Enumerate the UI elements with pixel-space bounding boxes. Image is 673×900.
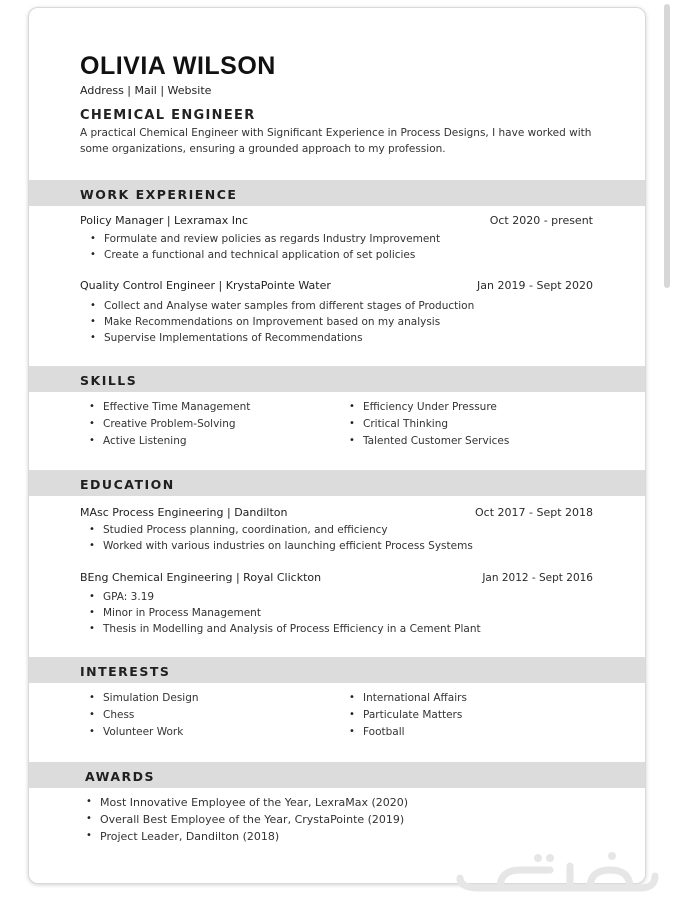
interest-item: • International Affairs: [339, 692, 467, 704]
interest-item: • Chess: [79, 709, 134, 721]
skill-item: • Effective Time Management: [79, 401, 250, 413]
interest-item: • Volunteer Work: [79, 726, 183, 738]
section-band-skills: [29, 366, 646, 392]
resume-page: [28, 7, 646, 884]
list-item: • Minor in Process Management: [79, 607, 261, 619]
list-item: • Collect and Analyse water samples from different stages of Production: [80, 300, 474, 312]
section-title-education: EDUCATION: [80, 477, 175, 492]
education-title-masc: MAsc Process Engineering | Dandilton: [80, 506, 288, 519]
list-item: • Supervise Implementations of Recommendations: [80, 332, 363, 344]
section-band-work: [29, 180, 646, 206]
job-date-policy-manager: Oct 2020 - present: [489, 214, 593, 227]
job-title: CHEMICAL ENGINEER: [80, 108, 256, 123]
education-date-masc: Oct 2017 - Sept 2018: [474, 506, 593, 519]
interest-item: • Football: [339, 726, 405, 738]
job-date-quality-control: Jan 2019 - Sept 2020: [477, 279, 593, 292]
list-item: • Thesis in Modelling and Analysis of Process Efficiency in a Cement Plant: [79, 623, 481, 635]
watermark-text: حراج: [544, 890, 566, 900]
section-title-awards: AWARDS: [85, 769, 156, 784]
profile-summary: A practical Chemical Engineer with Significant Experience in Process Designs, I have worked with some organizations, ensuring a grounded approach to my profession.: [80, 127, 592, 155]
job-title-quality-control: Quality Control Engineer | KrystaPointe Water: [80, 279, 331, 292]
interest-item: • Particulate Matters: [339, 709, 462, 721]
section-title-work: WORK EXPERIENCE: [80, 187, 238, 202]
list-item: • Make Recommendations on Improvement based on my analysis: [80, 316, 440, 328]
list-item: • Worked with various industries on launching efficient Process Systems: [79, 540, 473, 552]
award-item: • Most Innovative Employee of the Year, LexraMax (2020): [76, 796, 408, 809]
education-title-beng: BEng Chemical Engineering | Royal Clickton: [80, 571, 322, 584]
job-title-policy-manager: Policy Manager | Lexramax Inc: [80, 214, 249, 227]
skill-item: • Critical Thinking: [339, 418, 448, 430]
section-band-awards: [29, 762, 646, 788]
section-band-interests: [29, 657, 646, 683]
contact-line: Address | Mail | Website: [80, 84, 212, 97]
interest-item: • Simulation Design: [79, 692, 199, 704]
skill-item: • Efficiency Under Pressure: [339, 401, 497, 413]
list-item: • Studied Process planning, coordination, and efficiency: [79, 524, 388, 536]
scrollbar-thumb[interactable]: [664, 4, 670, 288]
skill-item: • Talented Customer Services: [339, 435, 509, 447]
section-title-interests: INTERESTS: [80, 664, 171, 679]
skill-item: • Creative Problem-Solving: [79, 418, 236, 430]
section-band-education: [29, 470, 646, 496]
award-item: • Overall Best Employee of the Year, CrystaPointe (2019): [76, 813, 404, 826]
education-date-beng: Jan 2012 - Sept 2016: [482, 572, 593, 584]
skill-item: • Active Listening: [79, 435, 187, 447]
list-item: • Formulate and review policies as regards Industry Improvement: [80, 233, 440, 245]
candidate-name: OLIVIA WILSON: [80, 52, 276, 80]
haraj-watermark-logo-icon: [440, 840, 670, 900]
list-item: • Create a functional and technical application of set policies: [80, 249, 415, 261]
award-item: • Project Leader, Dandilton (2018): [76, 830, 279, 843]
list-item: • GPA: 3.19: [79, 591, 154, 603]
section-title-skills: SKILLS: [80, 373, 138, 388]
